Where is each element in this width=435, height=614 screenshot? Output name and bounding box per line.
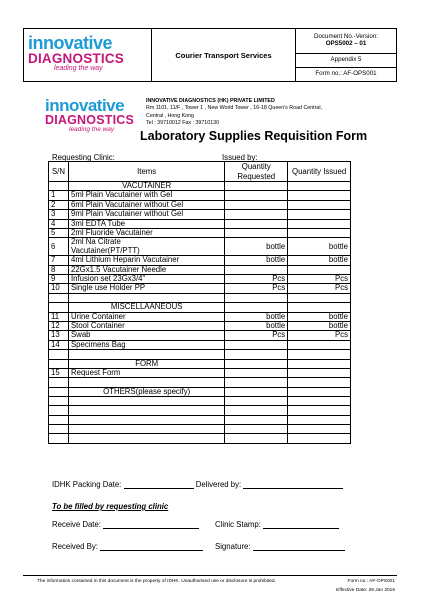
packing-date-row [52,480,343,489]
item-name: 4ml Lithium Heparin Vacutainer [70,255,180,265]
item-name: Stool Container [70,320,125,330]
qty-issued-cell[interactable] [288,406,351,415]
qty-requested-cell[interactable] [225,350,288,359]
qty-requested-cell[interactable]: Pcs [225,275,288,284]
doc-version-value: OPS5002 – 01 [325,39,367,47]
document-header [23,28,397,82]
qty-requested-cell[interactable] [225,303,288,312]
qty-requested-cell[interactable] [225,359,288,368]
delivered-by-line[interactable] [243,481,343,489]
qty-requested-cell[interactable] [225,424,288,433]
item-name: Infusion set 23Gx3/4" [70,274,146,284]
logo-word-diagnostics: DIAGNOSTICS [45,113,135,127]
qty-requested-cell[interactable] [225,397,288,406]
item-cell[interactable] [68,434,224,443]
sn-cell: 11 [49,312,69,321]
logo-word-innovative: innovative [28,33,113,53]
qty-requested-cell[interactable]: bottle [225,312,288,321]
sn-cell[interactable] [49,415,69,424]
clinic-stamp-label: Clinic Stamp: [215,520,261,529]
item-name: 5ml Plain Vacutainer with Gel [70,190,173,200]
qty-issued-cell[interactable]: Pcs [288,331,351,340]
header-title: Courier Transport Services [152,29,296,81]
blank-row [49,350,351,359]
qty-requested-cell[interactable] [225,293,288,302]
blank-row [49,406,351,415]
item-cell [68,331,224,340]
sn-cell[interactable] [49,378,69,387]
issued-by-label: Issued by: [222,153,258,162]
sn-cell: 4 [49,219,69,228]
requisition-table [48,161,351,444]
company-name: INNOVATIVE DIAGNOSTICS (HK) PRIVATE LIMITED [146,98,275,104]
packing-date-line[interactable] [124,481,194,489]
sn-cell[interactable] [49,434,69,443]
sn-cell: 7 [49,256,69,265]
qty-requested-cell[interactable]: Pcs [225,284,288,293]
company-contact: Tel : 39710012 Fax : 39710130 [146,119,220,126]
item-cell [68,321,224,330]
section-row [49,387,351,396]
item-cell[interactable] [68,424,224,433]
qty-issued-cell[interactable]: bottle [288,256,351,265]
receive-date-line[interactable] [103,521,199,529]
page-footer [23,575,397,593]
qty-issued-cell[interactable] [288,182,351,191]
sn-cell: 12 [49,321,69,330]
qty-requested-cell[interactable] [225,191,288,200]
table-body [49,182,351,444]
appendix-cell: Appendix 5 [296,54,396,68]
qty-issued-cell[interactable] [288,434,351,443]
header-sn: S/N [49,162,69,182]
logo-word-innovative: innovative [45,96,125,115]
section-title: MISCELLAANEOUS [68,303,224,312]
sn-cell: 13 [49,331,69,340]
item-name: Specimens Bag [70,339,126,349]
table-header-row [49,162,351,182]
to-be-filled-label: To be filled by requesting clinic [52,502,169,511]
received-by-row [52,542,203,551]
qty-issued-cell[interactable] [288,191,351,200]
section-sn-cell [49,303,69,312]
qty-issued-cell[interactable] [288,368,351,377]
blank-row [49,397,351,406]
header-items: Items [68,162,224,182]
requesting-clinic-label: Requesting Clinic: [52,153,115,162]
sn-cell: 15 [49,368,69,377]
item-name: 2ml Fluoride Vacutainer [70,228,153,238]
table-row [49,256,351,265]
table-row [49,210,351,219]
qty-issued-cell[interactable] [288,387,351,396]
address-line-2: Central , Hong Kong [146,112,194,119]
sn-cell: 10 [49,284,69,293]
item-cell [68,368,224,377]
clinic-stamp-line[interactable] [263,521,339,529]
qty-requested-cell[interactable] [225,219,288,228]
item-cell[interactable] [68,406,224,415]
qty-issued-cell[interactable]: bottle [288,312,351,321]
item-name: Request Form [70,367,121,377]
table-row [49,368,351,377]
qty-issued-cell[interactable] [288,210,351,219]
qty-issued-cell[interactable] [288,219,351,228]
qty-requested-cell[interactable] [225,406,288,415]
table-row [49,321,351,330]
company-logo [45,98,140,134]
form-title: Laboratory Supplies Requisition Form [140,129,368,143]
doc-version-cell [296,29,396,54]
item-name: Swab [70,330,91,340]
sn-cell: 5 [49,229,69,238]
doc-version-label: Document No.-Version: [314,33,378,41]
delivered-by-label: Delivered by: [195,480,242,489]
qty-requested-cell[interactable]: bottle [225,238,288,256]
qty-issued-cell[interactable]: Pcs [288,275,351,284]
item-cell[interactable] [68,378,224,387]
header-qty-requested: Quantity Requested [225,162,288,182]
receive-date-row [52,520,199,529]
section-row [49,303,351,312]
qty-requested-cell[interactable] [225,434,288,443]
table-row [49,340,351,349]
sn-cell[interactable] [49,350,69,359]
address-line-1: Rm 1101, 11/F , Tower 1 , New World Tower , 16-18 Queen's Road Central, [146,105,322,112]
sn-cell: 8 [49,265,69,274]
sn-cell[interactable] [49,293,69,302]
logo-tagline: leading the way [54,65,103,72]
qty-issued-cell[interactable]: bottle [288,321,351,330]
item-cell[interactable] [68,415,224,424]
qty-issued-cell[interactable] [288,350,351,359]
qty-issued-cell[interactable]: bottle [288,238,351,256]
qty-issued-cell[interactable] [288,424,351,433]
item-cell[interactable] [68,397,224,406]
sn-cell: 1 [49,191,69,200]
table-row [49,331,351,340]
blank-row [49,434,351,443]
qty-issued-cell[interactable] [288,200,351,209]
qty-issued-cell[interactable]: Pcs [288,284,351,293]
item-name: 22Gx1.5 Vacutainer Needle [70,264,167,274]
packing-date-label: IDHK Packing Date: [52,480,122,489]
section-title: VACUTAINER [68,182,224,191]
logo-word-diagnostics: DIAGNOSTICS [28,51,124,66]
logo-tagline: leading the way [69,126,115,133]
blank-row [49,424,351,433]
item-cell [68,238,224,256]
clinic-stamp-row [215,520,339,529]
section-sn-cell [49,359,69,368]
qty-requested-cell[interactable] [225,378,288,387]
qty-requested-cell[interactable] [225,210,288,219]
receive-date-label: Receive Date: [52,520,101,529]
signature-row [215,542,345,551]
footer-disclaimer: The information contained in this document is the property of IDHK. Unauthorised use or disclosure is prohibited. [37,579,276,584]
item-cell [68,340,224,349]
qty-requested-cell[interactable] [225,200,288,209]
blank-row [49,415,351,424]
sn-cell: 6 [49,238,69,256]
footer-effective-date: Effective Date: 28 Jan 2016 [336,588,395,593]
section-title: OTHERS(please specify) [68,387,224,396]
sn-cell[interactable] [49,406,69,415]
qty-requested-cell[interactable] [225,368,288,377]
received-by-line[interactable] [100,543,203,551]
qty-issued-cell[interactable] [288,397,351,406]
blank-row [49,293,351,302]
qty-issued-cell[interactable] [288,229,351,238]
qty-requested-cell[interactable]: bottle [225,256,288,265]
qty-requested-cell[interactable] [225,415,288,424]
item-name: 9ml Plain Vacutainer without Gel [70,209,184,219]
signature-line[interactable] [253,543,345,551]
qty-issued-cell[interactable] [288,378,351,387]
table-row [49,284,351,293]
received-by-label: Received By: [52,542,98,551]
sn-cell[interactable] [49,397,69,406]
qty-issued-cell[interactable] [288,293,351,302]
item-cell [68,284,224,293]
footer-form-no: Form no.: AF-OPS001 [347,579,395,584]
item-cell [68,191,224,200]
qty-issued-cell[interactable] [288,415,351,424]
header-logo [24,29,152,81]
qty-requested-cell[interactable]: bottle [225,321,288,330]
item-name: 6ml Plain Vacutainer without Gel [70,199,184,209]
qty-requested-cell[interactable] [225,229,288,238]
sn-cell: 14 [49,340,69,349]
table-row [49,191,351,200]
sn-cell: 3 [49,210,69,219]
blank-row [49,378,351,387]
qty-requested-cell[interactable]: Pcs [225,331,288,340]
qty-requested-cell[interactable] [225,182,288,191]
section-row [49,359,351,368]
qty-issued-cell[interactable] [288,359,351,368]
item-name: 3ml EDTA Tube [70,218,126,228]
qty-requested-cell[interactable] [225,340,288,349]
item-name: Urine Container [70,311,126,321]
sn-cell[interactable] [49,424,69,433]
item-name: 2ml Na Citrate [70,237,121,247]
table-row [49,238,351,256]
item-name: Single use Holder PP [70,283,146,293]
signature-label: Signature: [215,542,251,551]
header-qty-issued: Quantity Issued [288,162,351,182]
sn-cell: 2 [49,200,69,209]
item-cell[interactable] [68,350,224,359]
header-doc-info [296,29,396,81]
qty-issued-cell[interactable] [288,303,351,312]
item-name-cont: Vacutainer(PT/PTT) [70,245,140,255]
qty-issued-cell[interactable] [288,340,351,349]
section-title: FORM [68,359,224,368]
sn-cell: 9 [49,275,69,284]
form-no-cell: Form no.: AF-OPS001 [315,70,377,78]
section-sn-cell [49,387,69,396]
qty-requested-cell[interactable] [225,387,288,396]
item-cell [68,256,224,265]
item-cell [68,210,224,219]
